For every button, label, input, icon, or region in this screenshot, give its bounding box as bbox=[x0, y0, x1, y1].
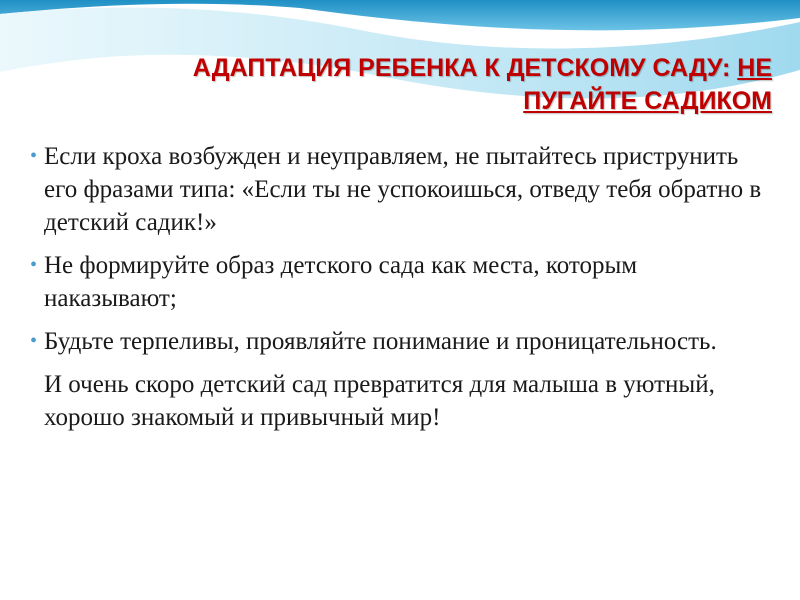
title-part-1: АДАПТАЦИЯ РЕБЕНКА К ДЕТСКОМУ САДУ: bbox=[192, 54, 738, 82]
bullet-icon: • bbox=[30, 254, 38, 276]
bullet-icon: • bbox=[30, 330, 38, 352]
closing-paragraph bbox=[30, 368, 770, 434]
paragraph-text: Если кроха возбужден и неуправляем, не пытайтесь приструнить его фразами типа: «Если ты не успокоишься, отведу тебя обратно в детский садик!» bbox=[44, 143, 762, 236]
paragraph-text: Будьте терпеливы, проявляйте понимание и проницательность. bbox=[44, 328, 717, 355]
paragraph-text: Не формируйте образ детского сада как места, которым наказывают; bbox=[44, 252, 638, 312]
bullet-paragraph-1 bbox=[30, 140, 770, 239]
slide-title bbox=[30, 52, 772, 118]
title-line-2: ПУГАЙТЕ САДИКОМ bbox=[523, 87, 772, 115]
bullet-paragraph-2 bbox=[30, 249, 770, 315]
bullet-icon: • bbox=[30, 145, 38, 167]
bullet-paragraph-3 bbox=[30, 325, 770, 358]
slide-body bbox=[30, 140, 770, 444]
closing-text: И очень скоро детский сад превратится для малыша в уютный, хорошо знакомый и привычный мир! bbox=[44, 371, 715, 431]
title-part-2: НЕ bbox=[737, 54, 772, 82]
